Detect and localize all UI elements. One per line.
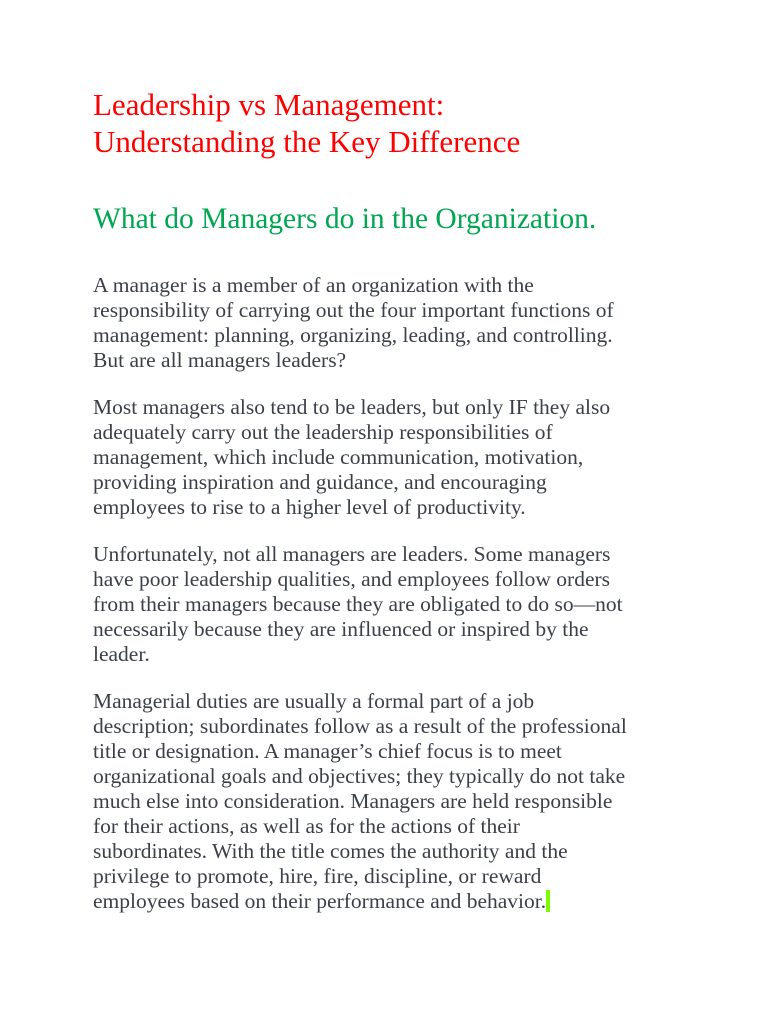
document-body bbox=[93, 273, 733, 914]
text-line: Unfortunately, not all managers are leaders. Some managers bbox=[93, 542, 611, 566]
text-line: Managerial duties are usually a formal part of a job bbox=[93, 689, 535, 713]
text-line: A manager is a member of an organization with the bbox=[93, 273, 534, 297]
title-line: Understanding the Key Difference bbox=[93, 124, 521, 159]
paragraph-not-all-leaders bbox=[93, 542, 733, 667]
text-line: adequately carry out the leadership responsibilities of bbox=[93, 420, 553, 444]
document-page bbox=[93, 86, 733, 914]
text-line: management: planning, organizing, leading, and controlling. bbox=[93, 323, 613, 347]
text-line: responsibility of carrying out the four important functions of bbox=[93, 298, 614, 322]
document-title bbox=[93, 86, 733, 160]
text-line: organizational goals and objectives; they typically do not take bbox=[93, 764, 626, 788]
text-line: privilege to promote, hire, fire, discipline, or reward bbox=[93, 864, 542, 888]
text-line: management, which include communication, motivation, bbox=[93, 445, 584, 469]
text-line: from their managers because they are obligated to do so—not bbox=[93, 592, 623, 616]
text-line: employees to rise to a higher level of productivity. bbox=[93, 495, 526, 519]
text-line: for their actions, as well as for the actions of their bbox=[93, 814, 520, 838]
text-line: subordinates. With the title comes the authority and the bbox=[93, 839, 568, 863]
text-line: providing inspiration and guidance, and encouraging bbox=[93, 470, 547, 494]
paragraph-managers-as-leaders bbox=[93, 395, 733, 520]
section-heading: What do Managers do in the Organization. bbox=[93, 203, 597, 235]
text-line: have poor leadership qualities, and employees follow orders bbox=[93, 567, 611, 591]
text-line: title or designation. A manager’s chief focus is to meet bbox=[93, 739, 562, 763]
paragraph-managerial-duties bbox=[93, 689, 733, 914]
title-line: Leadership vs Management: bbox=[93, 87, 445, 122]
text-line: leader. bbox=[93, 642, 150, 666]
text-line: Most managers also tend to be leaders, but only IF they also bbox=[93, 395, 611, 419]
paragraph-manager-definition bbox=[93, 273, 733, 373]
text-line: But are all managers leaders? bbox=[93, 348, 347, 372]
text-cursor-highlight bbox=[546, 890, 550, 912]
text-line: much else into consideration. Managers are held responsible bbox=[93, 789, 613, 813]
text-line-last bbox=[93, 889, 733, 914]
text-line: description; subordinates follow as a result of the professional bbox=[93, 714, 627, 738]
text-line: necessarily because they are influenced or inspired by the bbox=[93, 617, 589, 641]
text-line-content: employees based on their performance and behavior. bbox=[93, 889, 547, 913]
